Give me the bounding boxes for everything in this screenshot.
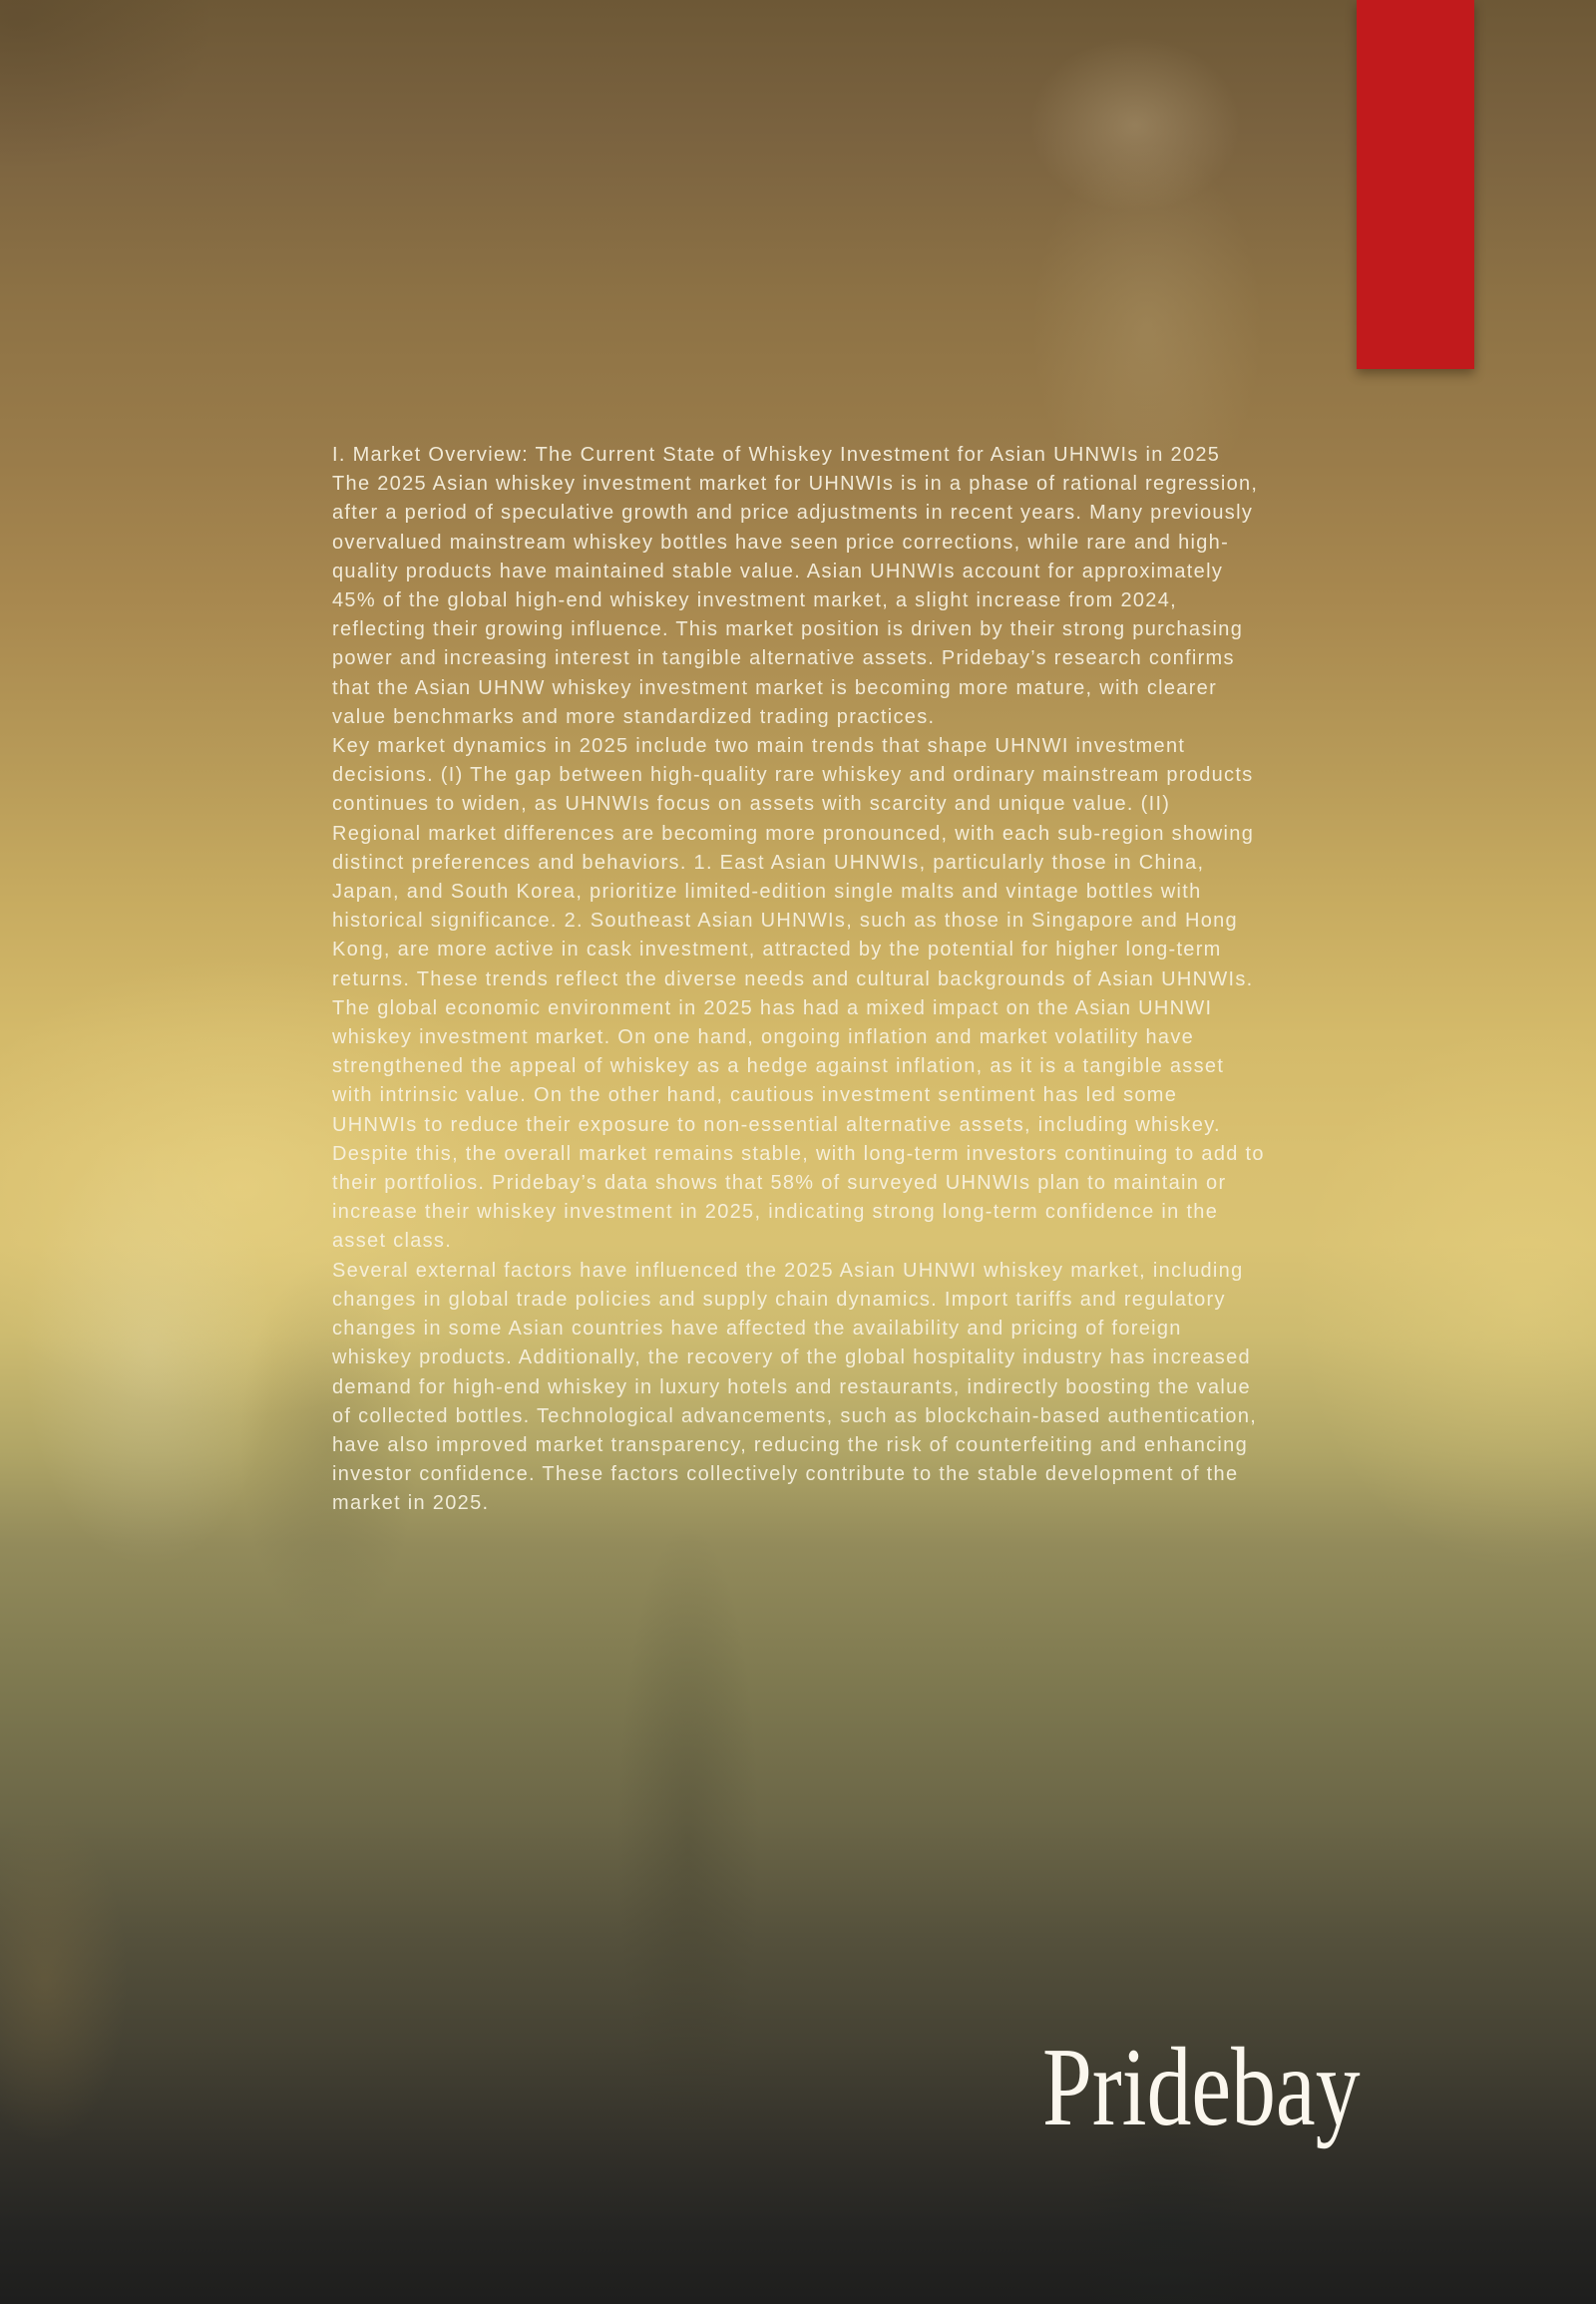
market-overview-section bbox=[332, 441, 1265, 1519]
paragraph-global-economy: The global economic environment in 2025 has had a mixed impact on the Asian UHNWI whiskey investment market. On one hand, ongoing inflation and market volatility have strengthened the appeal of whiskey as a hedge against inflation, as it is a tangible asset with intrinsic value. On the other hand, cautious investment sentiment has led some UHNWIs to reduce their exposure to non-essential alternative assets, including whiskey. Despite this, the overall market remains stable, with long-term investors continuing to add to their portfolios. Pridebay’s data shows that 58% of surveyed UHNWIs plan to maintain or increase their whiskey investment in 2025, indicating strong long-term confidence in the asset class. bbox=[332, 996, 1265, 1253]
paragraph-market-state: The 2025 Asian whiskey investment market for UHNWIs is in a phase of rational regression, after a period of speculative growth and price adjustments in recent years. Many previously overvalued mainstream whiskey bottles have seen price corrections, while rare and high-quality products have maintained stable value. Asian UHNWIs account for approximately 45% of the global high-end whiskey investment market, a slight increase from 2024, reflecting their growing influence. This market position is driven by their strong purchasing power and increasing interest in tangible alternative assets. Pridebay’s research confirms that the Asian UHNW whiskey investment market is becoming more mature, with clearer value benchmarks and more standardized trading practices. bbox=[332, 473, 1259, 728]
red-accent-bar bbox=[1357, 0, 1474, 369]
paragraph-external-factors: Several external factors have influenced the 2025 Asian UHNWI whiskey market, including changes in global trade policies and supply chain dynamics. Import tariffs and regulatory changes in some Asian countries have affected the availability and pricing of foreign whiskey products. Additionally, the recovery of the global hospitality industry has increased demand for high-end whiskey in luxury hotels and restaurants, indirectly boosting the value of collected bottles. Technological advancements, such as blockchain-based authentication, have also improved market transparency, reducing the risk of counterfeiting and enhancing investor confidence. These factors collectively contribute to the stable development of the market in 2025. bbox=[332, 1259, 1258, 1515]
section-title: I. Market Overview: The Current State of Whiskey Investment for Asian UHNWIs in 2025 bbox=[332, 444, 1221, 466]
pridebay-logo: Pridebay bbox=[1042, 2026, 1361, 2149]
paragraph-key-dynamics: Key market dynamics in 2025 include two main trends that shape UHNWI investment decisions. (I) The gap between high-quality rare whiskey and ordinary mainstream products continues to widen, as UHNWIs focus on assets with scarcity and unique value. (II) Regional market differences are becoming more pronounced, with each sub-region showing distinct preferences and behaviors. 1. East Asian UHNWIs, particularly those in China, Japan, and South Korea, prioritize limited-edition single malts and vintage bottles with historical significance. 2. Southeast Asian UHNWIs, such as those in Singapore and Hong Kong, are more active in cask investment, attracted by the potential for higher long-term returns. These trends reflect the diverse needs and cultural backgrounds of Asian UHNWIs. bbox=[332, 735, 1255, 990]
